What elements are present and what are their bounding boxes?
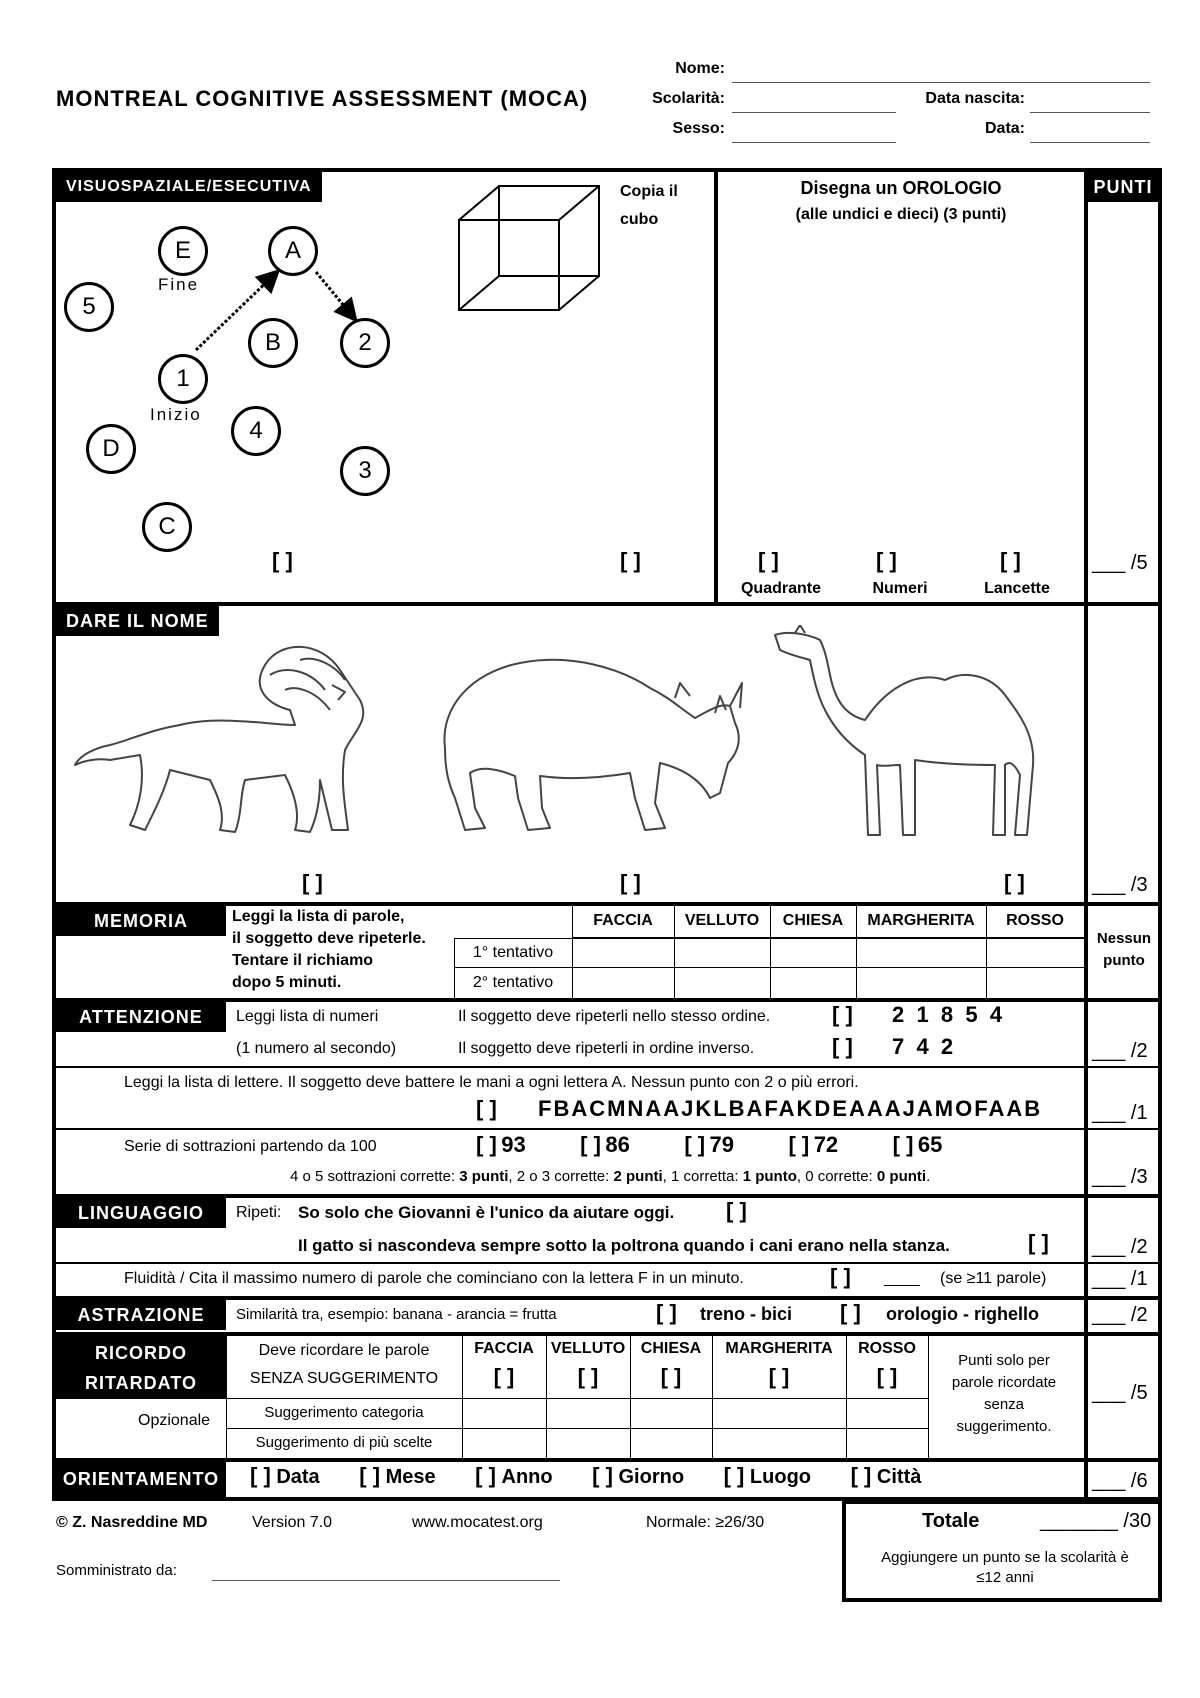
serial-value: 93 [501,1132,526,1157]
memory-word: MARGHERITA [867,912,975,929]
recall-checkbox[interactable]: [ ] [493,1364,515,1389]
camel-checkbox[interactable]: [ ] [1004,870,1025,895]
row-line [52,1262,1162,1264]
serial-value: 72 [813,1132,839,1157]
copyright: © Z. Nasreddine MD [56,1514,208,1531]
trail-node[interactable]: A [268,226,318,276]
clock-hands-checkbox[interactable]: [ ] [1000,548,1021,573]
total-note: Aggiungere un punto se la scolarità è ≤12 anni [881,1549,1129,1586]
data-nascita-field[interactable] [1030,112,1150,113]
cue-category-label: Suggerimento categoria [264,1404,424,1421]
serial-checkbox[interactable]: [ ] [476,1132,497,1157]
orientation-item-city: Città [876,1466,922,1488]
points-header: PUNTI [1088,172,1158,202]
rule-text: , 0 corrette: [796,1168,877,1185]
orientation-item-place: Luogo [749,1466,812,1488]
scolarita-label: Scolarità: [652,90,725,107]
cube-checkbox[interactable]: [ ] [620,548,641,573]
trail-node[interactable]: D [86,424,136,474]
serial-checkbox[interactable]: [ ] [892,1132,914,1157]
digits-forward-checkbox[interactable]: [ ] [832,1002,853,1027]
clock-title: Disegna un OROLOGIO [800,178,1002,198]
letter-sequence: FBACMNAAJKLBAFAKDEAAAJAMOFAAB [538,1096,1043,1121]
serial-value: 65 [917,1132,943,1157]
clock-item-hands: Lancette [984,580,1050,597]
orientation-score[interactable]: ___ /6 [1092,1470,1148,1492]
fluency-instruction: Fluidità / Cita il massimo numero di parole che cominciano con la lettera F in un minuto. [124,1270,744,1287]
recall-word: ROSSO [858,1340,916,1357]
serial-value: 86 [605,1132,630,1157]
orientation-checkbox[interactable]: [ ] [475,1463,496,1488]
language-header: LINGUAGGIO [56,1198,226,1228]
clock-item-numbers: Numeri [872,580,928,597]
recall-checkbox[interactable]: [ ] [876,1364,898,1389]
digits-backward-checkbox[interactable]: [ ] [832,1034,853,1059]
recall-score[interactable]: ___ /5 [1092,1382,1148,1404]
rule-text: , 2 o 3 corrette: [508,1168,614,1185]
recall-checkbox[interactable]: [ ] [660,1364,682,1389]
recall-word: CHIESA [640,1340,702,1357]
memory-instruction-line: Leggi la lista di parole, [232,908,405,925]
recall-note: Punti solo per parole ricordate senza suggerimento. [951,1352,1057,1435]
nome-field[interactable] [732,82,1150,83]
rule-points: 2 punti [613,1168,663,1185]
visuospatial-header: VISUOSPAZIALE/ESECUTIVA [56,172,322,202]
inizio-label: Inizio [150,405,202,424]
lion-checkbox[interactable]: [ ] [302,870,323,895]
visuospatial-score[interactable]: ___ /5 [1092,552,1148,574]
orientation-header: ORIENTAMENTO [56,1462,226,1497]
abstraction-1-checkbox[interactable]: [ ] [656,1300,677,1325]
recall-word: FACCIA [474,1340,534,1357]
serial-values [476,1132,942,1158]
rule-points: 3 punti [459,1168,509,1185]
memory-instruction [232,906,426,994]
memory-instruction-line: il soggetto deve ripeterle. [232,930,426,947]
trail-node[interactable]: B [248,318,298,368]
orientation-checkbox[interactable]: [ ] [359,1463,381,1488]
optional-label: Opzionale [138,1412,211,1429]
row-line [52,1128,1162,1130]
serial-checkbox[interactable]: [ ] [788,1132,810,1157]
digits-forward: 2 1 8 5 4 [892,1002,1003,1027]
letters-instruction: Leggi la lista di lettere. Il soggetto deve battere le mani a ogni lettera A. Nessun punto con 2 o più errori. [124,1074,859,1091]
data-label: Data: [984,120,1025,137]
clock-contour-checkbox[interactable]: [ ] [758,548,779,573]
abstraction-header: ASTRAZIONE [56,1300,226,1330]
serial-checkbox[interactable]: [ ] [684,1132,706,1157]
abstraction-example: Similarità tra, esempio: banana - arancia = frutta [236,1306,557,1323]
rule-points: 1 punto [742,1168,797,1185]
memory-score-note [1088,928,1160,972]
version: Version 7.0 [252,1514,333,1531]
rule-text: 4 o 5 sottrazioni corrette: [290,1168,460,1185]
normal-threshold: Normale: ≥26/30 [646,1514,765,1531]
trail-node[interactable]: 5 [64,282,114,332]
fluency-score[interactable]: ___ /1 [1092,1268,1148,1290]
sentence-2-checkbox[interactable]: [ ] [1028,1230,1049,1255]
rule-text: , 1 corretta: [662,1168,743,1185]
orientation-checkbox[interactable]: [ ] [250,1463,271,1488]
fluency-condition: (se ≥11 parole) [940,1270,1047,1287]
memory-word: CHIESA [782,912,844,929]
repeat-label: Ripeti: [236,1204,282,1221]
clock-numbers-checkbox[interactable]: [ ] [876,548,897,573]
digits-backward-left: (1 numero al secondo) [236,1040,397,1057]
rule-text: . [926,1168,931,1185]
rhinoceros-drawing [430,648,750,843]
orientation-item-date: Data [276,1466,320,1488]
abstraction-score[interactable]: ___ /2 [1092,1304,1148,1326]
clock-item-contour: Quadrante [740,580,821,597]
recall-instruction: Deve ricordare le parole [258,1342,430,1359]
sentence-1-checkbox[interactable]: [ ] [726,1198,747,1223]
serial-value: 79 [709,1132,735,1157]
recall-word: VELLUTO [550,1340,626,1357]
recall-checkbox[interactable]: [ ] [577,1364,599,1389]
orientation-checkbox[interactable]: [ ] [592,1463,613,1488]
naming-header: DARE IL NOME [56,606,219,636]
data-nascita-label: Data nascita: [925,90,1025,107]
cube-caption: Copia il cubo [620,183,678,228]
orientation-item-year: Anno [501,1466,553,1488]
digits-score[interactable]: ___ /2 [1092,1040,1148,1062]
serial-scoring-rule [290,1168,930,1185]
clock-subtitle: (alle undici e dieci) (3 punti) [795,206,1007,223]
memory-grid [454,906,1084,998]
trial-2-label: 2° tentativo [472,974,554,991]
camel-drawing [765,625,1055,845]
serial-label: Serie di sottrazioni partendo da 100 [124,1138,377,1155]
page-title: MONTREAL COGNITIVE ASSESSMENT (MOCA) [56,86,589,111]
sesso-label: Sesso: [672,120,725,137]
rhino-checkbox[interactable]: [ ] [620,870,641,895]
recall-grid [226,1336,1084,1458]
attention-header: ATTENZIONE [56,1002,226,1032]
administered-field[interactable] [212,1580,560,1581]
letters-score[interactable]: ___ /1 [1092,1102,1148,1124]
scolarita-field[interactable] [732,112,896,113]
fluency-word-count[interactable]: ____ [884,1270,920,1287]
website-link[interactable]: www.mocatest.org [412,1514,543,1531]
rule-points: 0 punti [876,1168,927,1185]
trail-making-test [56,200,466,560]
memory-header: MEMORIA [56,906,226,936]
letters-checkbox[interactable]: [ ] [476,1096,497,1121]
fluency-checkbox[interactable]: [ ] [830,1264,851,1289]
memory-instruction-line: Tentare il richiamo [232,952,374,969]
memory-word: FACCIA [593,912,653,929]
cue-choice-label: Suggerimento di più scelte [255,1434,433,1451]
abstraction-pair-2: orologio - righello [886,1304,1039,1324]
serial-checkbox[interactable]: [ ] [580,1132,601,1157]
memory-word: VELLUTO [684,912,760,929]
serial-score[interactable]: ___ /3 [1092,1166,1148,1188]
data-field[interactable] [1030,142,1150,143]
orientation-item-day: Giorno [618,1466,685,1488]
fine-label: Fine [158,275,200,294]
clock-divider [714,168,718,604]
delayed-recall-header [56,1336,226,1398]
orientation-item-month: Mese [385,1466,436,1488]
nome-label: Nome: [675,60,725,77]
trail-node[interactable]: 3 [340,446,390,496]
abstraction-2-checkbox[interactable]: [ ] [840,1300,861,1325]
recall-checkbox[interactable]: [ ] [768,1364,790,1389]
orientation-checkbox[interactable]: [ ] [723,1463,745,1488]
trail-node[interactable]: E [158,226,208,276]
trail-arrow-a-2 [316,272,354,318]
sentence-2: Il gatto si nascondeva sempre sotto la poltrona quando i cani erano nella stanza. [298,1236,950,1255]
sentences-score[interactable]: ___ /2 [1092,1236,1148,1258]
digits-backward-instruction: Il soggetto deve ripeterli in ordine inverso. [458,1040,755,1057]
row-line [52,1066,1162,1068]
memory-instruction-line: dopo 5 minuti. [232,974,342,991]
memory-score-line: punto [1103,952,1145,969]
cube-drawing [455,180,615,320]
delayed-recall-label: RITARDATO [85,1373,197,1393]
digits-backward: 7 4 2 [892,1034,954,1059]
trial-1-label: 1° tentativo [472,944,554,961]
digits-forward-instruction: Il soggetto deve ripeterli nello stesso ordine. [458,1008,771,1025]
trail-node[interactable]: 2 [340,318,390,368]
points-column-divider [1084,168,1088,1501]
sesso-field[interactable] [732,142,896,143]
orientation-checkbox[interactable]: [ ] [850,1463,872,1488]
recall-word: MARGHERITA [725,1340,833,1357]
abstraction-pair-1: treno - bici [700,1304,793,1324]
total-label: Totale [922,1510,980,1532]
trail-node[interactable]: 1 [158,354,208,404]
trail-node[interactable]: C [142,502,192,552]
delayed-recall-label: RICORDO [95,1343,187,1363]
total-score[interactable]: _______ /30 [1040,1510,1152,1532]
sentence-1: So solo che Giovanni è l'unico da aiutare oggi. [298,1203,675,1222]
trail-checkbox[interactable]: [ ] [272,548,293,573]
memory-word: ROSSO [1006,912,1064,929]
administered-label: Somministrato da: [56,1562,177,1579]
trail-node[interactable]: 4 [231,406,281,456]
naming-score[interactable]: ___ /3 [1092,874,1148,896]
orientation-items [250,1463,921,1489]
digits-forward-left: Leggi lista di numeri [236,1008,379,1025]
lion-drawing [70,630,390,845]
memory-score-line: Nessun [1096,930,1152,947]
recall-instruction: SENZA SUGGERIMENTO [249,1370,439,1387]
